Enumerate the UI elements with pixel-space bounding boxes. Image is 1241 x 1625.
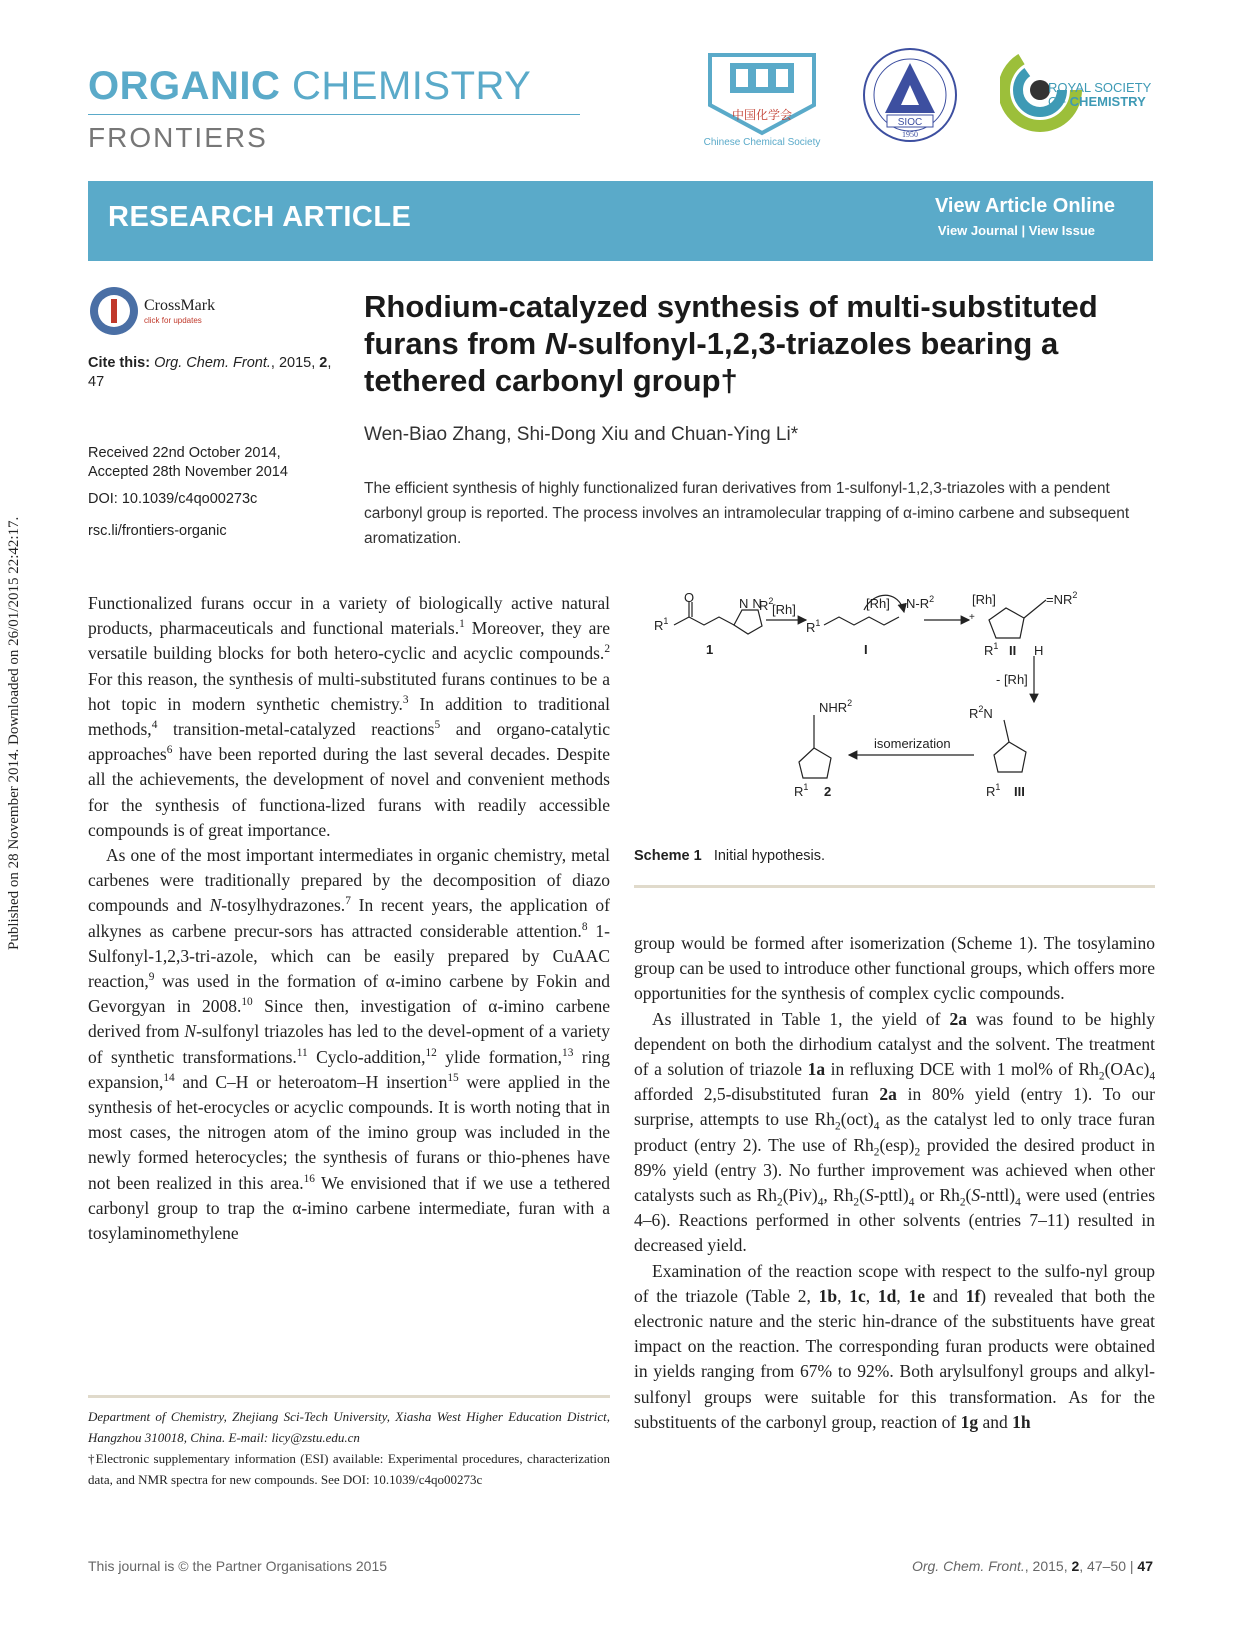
scheme-n-I: $N-R^2$: [906, 594, 935, 611]
journal-subtitle: FRONTIERS: [88, 122, 268, 153]
scheme-n: N N: [739, 596, 762, 611]
scheme-1: [634, 590, 1155, 830]
footnotes: [88, 1406, 610, 1490]
scheme-caption: Scheme 1 Initial hypothesis.: [634, 848, 826, 864]
authors: Wen-Biao Zhang, Shi-Dong Xiu and Chuan-Ying Li*: [364, 424, 799, 445]
scheme-o: O: [684, 590, 695, 605]
view-article-online-link[interactable]: View Article Online: [934, 195, 1115, 217]
scheme-r1-III: $R^1$: [986, 782, 1001, 799]
crossmark-subtitle[interactable]: click for updates: [144, 316, 202, 325]
journal-url[interactable]: rsc.li/frontiers-organic: [88, 523, 227, 539]
scheme-r1-II: $R^1$: [984, 641, 999, 658]
rsc-logo: [1000, 45, 1160, 145]
scheme-r1-2: $R^1$: [794, 782, 809, 799]
article-type-label: RESEARCH ARTICLE: [108, 201, 412, 233]
minus-rh-label: - [Rh]: [996, 672, 1028, 687]
scheme-r2n: $R^2N$: [969, 704, 993, 721]
affiliation: Department of Chemistry, Zhejiang Sci-Tech University, Xiasha West Higher Education District, Hangzhou 310018, China. E-mail: licy@zstu.edu.cn: [88, 1409, 610, 1445]
paragraph: group would be formed after isomerization (Scheme 1). The tosylamino group can be used to introduce other functional groups, which offers more opportunities for the synthesis of complex cyclic compounds.: [634, 933, 1155, 1004]
view-links: View Journal | View Issue: [937, 223, 1095, 238]
rsc-line2: OF CHEMISTRY: [1048, 94, 1146, 109]
sioc-logo: [861, 45, 959, 149]
paragraph: As illustrated in Table 1, the yield of 2a was found to be highly dependent on both the dirhodium catalyst and the solvent. The treatment of a solution of triazole 1a in refluxing DCE with 1 mol% of $Rh_2(OAc)_4$ afforded 2,5-disubstituted furan 2a in 80% yield (entry 1). To our surprise, attempts to use $Rh_2(oct)_4$ as the catalyst led to only trace furan product (entry 2). The use of $Rh_2(esp)_2$ provided the desired product in 89% yield (entry 3). No further improvement was achieved when other catalysts such as $Rh_2(Piv)_4$, $Rh_2(S-pttl)_4$ or $Rh_2(S-nttl)_4$ were used (entries 4–6). Reactions performed in other solvents (entries 7–11) resulted in decreased yield.: [634, 1008, 1156, 1256]
scheme-rh-II: [Rh]: [972, 592, 996, 607]
view-issue-link[interactable]: View Issue: [1028, 223, 1095, 238]
label-III: III: [1014, 784, 1025, 799]
scheme-plus: +: [969, 612, 975, 623]
label-II: II: [1009, 643, 1017, 658]
paragraph: As one of the most important intermediates in organic chemistry, metal carbenes were traditionally prepared by the decomposition of diazo compounds and N-tosylhydrazones.$^7$ In recent years, the application of alkynes as carbene precur-sors has attracted considerable attention.$^8$ 1-Sulfonyl-1,2,3-tri-azole, which can be easily prepared by CuAAC reaction,$^9$ was used in the formation of α-imino carbene by Fokin and Gevorgyan in 2008.10 Since then, investigation of α-imino carbene derived from N-sulfonyl triazoles has led to the devel-opment of a variety of synthetic transformations.$^{11}$ Cyclo-addition,$^{12}$ ylide formation,$^{13}$ ring expansion,$^{14}$ and C–H or heteroatom–H insertion$^{15}$ were applied in the synthesis of het-erocycles or acyclic compounds. It is worth noting that in most cases, the nitrogen atom of the imino group was included in the newly formed heterocycles; the synthesis of furans or thio-phenes have not been realized in this area.$^{16}$ We envisioned that if we use a tethered carbonyl group to trap the α-imino carbene intermediate, furan with a tosylaminomethylene: [88, 845, 610, 1244]
accepted-date: Accepted 28th November 2014: [88, 464, 288, 480]
ccs-logo: [700, 45, 824, 149]
footer-copyright: This journal is © the Partner Organisations 2015: [88, 1558, 388, 1574]
journal-title-rule: [88, 114, 580, 115]
received-date: Received 22nd October 2014,: [88, 445, 281, 461]
scheme-divider: [634, 885, 1155, 888]
article-title: Rhodium-catalyzed synthesis of multi-substituted furans from N-sulfonyl-1,2,3-triazoles bearing a tethered carbonyl group†: [364, 289, 1098, 398]
sioc-label: SIOC: [897, 117, 923, 128]
scheme-nhr2: NHR$^2$: [819, 698, 853, 715]
abstract: The efficient synthesis of highly functionalized furan derivatives from 1-sulfonyl-1,2,3-triazoles with a pendent carbonyl group is reported. The process involves an intramolecular trapping of α-imino carbene and subsequent aromatization.: [364, 480, 1130, 547]
research-article-banner: [88, 181, 1153, 261]
scheme-rh-I: [Rh]: [866, 596, 890, 611]
label-1: 1: [706, 642, 714, 657]
body-left-column: [88, 591, 610, 1246]
view-journal-link[interactable]: View Journal: [937, 223, 1018, 238]
scheme-r1: $R^1$: [654, 616, 669, 633]
paragraph: Examination of the reaction scope with respect to the sulfo-nyl group of the triazole (Table 2, 1b, 1c, 1d, 1e and 1f) revealed that both the electronic nature and the steric hin-drance of the substituents have great impact on the reaction. The corresponding furan products were obtained in yields ranging from 67% to 92%. Both arylsulfonyl groups and alkyl-sulfonyl groups were suitable for this transformation. As for the substituents of the carbonyl group, reaction of 1g and 1h: [634, 1260, 1156, 1432]
label-2: 2: [824, 784, 832, 799]
label-I: I: [864, 642, 868, 657]
body-right-column: [634, 931, 1155, 1435]
scheme-r2: $R^2$: [759, 596, 774, 613]
publication-stamp: Published on 28 November 2014. Downloaded on 26/01/2015 22:42:17.: [6, 516, 22, 950]
citation: Cite this: Org. Chem. Front., 2015, 2, 47: [88, 355, 332, 390]
crossmark-title[interactable]: CrossMark: [144, 297, 216, 314]
ccs-name: Chinese Chemical Society: [703, 137, 821, 148]
journal-title: ORGANIC CHEMISTRY: [88, 64, 532, 108]
paragraph: Functionalized furans occur in a variety of biologically active natural products, pharmaceuticals and functional materials.$^1$ Moreover, they are versatile building blocks for both hetero-cyclic and acyclic compounds.$^2$ For this reason, the synthesis of multi-substituted furans continues to be a hot topic in modern synthetic chemistry.$^3$ In addition to traditional methods,$^4$ transition-metal-catalyzed reactions$^5$ and organo-catalytic approaches$^6$ have been reported during the last several decades. Despite all the achievements, the development of novel and convenient methods for the synthesis of functiona-lized furans with readily accessible compounds is of great importance.: [88, 593, 610, 840]
rsc-line1: ROYAL SOCIETY: [1048, 80, 1152, 95]
scheme-h: H: [1034, 643, 1044, 658]
page-number: 47: [1137, 1558, 1153, 1574]
doi[interactable]: DOI: 10.1039/c4qo00273c: [88, 491, 258, 507]
footnote-divider: [88, 1395, 610, 1398]
esi-note: †Electronic supplementary information (ESI) available: Experimental procedures, characterization data, and NMR spectra for new compounds. See DOI: 10.1039/c4qo00273c: [88, 1451, 610, 1487]
scheme-nr2: $=NR^2$: [1046, 590, 1078, 607]
scheme-r1-I: $R^1$: [806, 618, 821, 635]
sioc-year: 1950: [902, 130, 918, 139]
footer-citation: Org. Chem. Front., 2015, 2, 47–50 | 47: [911, 1558, 1153, 1574]
ccs-chinese-name: 中国化学会: [731, 108, 793, 122]
isomerization-label: isomerization: [874, 736, 951, 751]
arrow-rh-label: [Rh]: [772, 602, 796, 617]
crossmark-icon[interactable]: [90, 287, 138, 335]
